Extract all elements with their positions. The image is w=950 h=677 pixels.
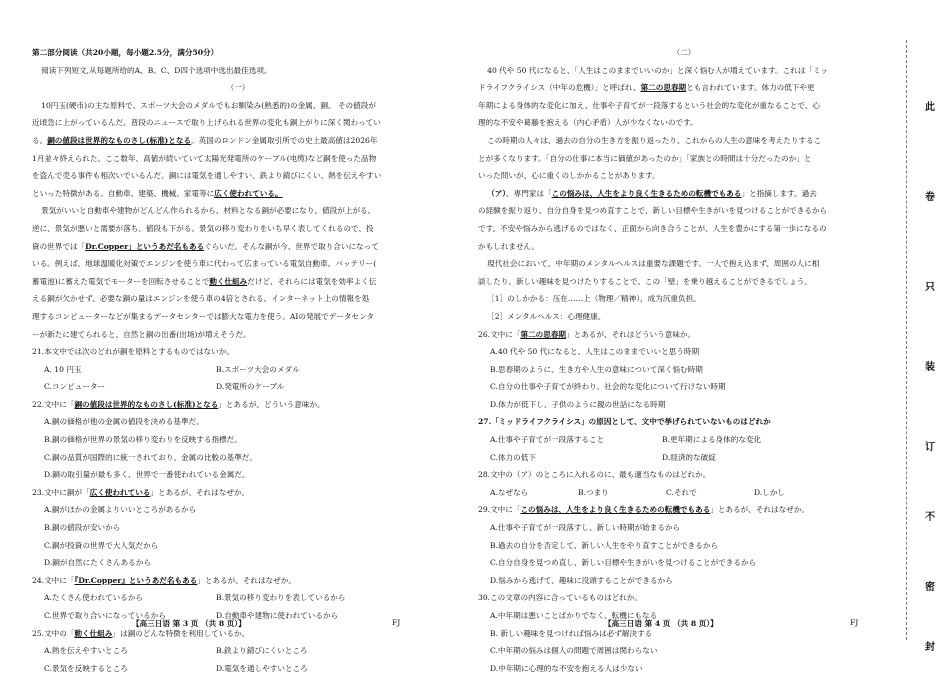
option-c[interactable]: C.コンピューター [44,382,106,392]
option-a[interactable]: A.たくさん使われているから [44,593,144,603]
question-23: 23.文中に銅が「広く使われている」とあるが、それはなぜか。 A.銅がほかの金属よりいいところがあるから B.銅の値段が安いから C.銅が投資の世界で大人気だから D.銅が自然にたくさんあるから [32,484,444,572]
option-a[interactable]: A.中年期は悪いことばかりでなく、転機にもなる [490,611,658,620]
note-2: ［2］メンタルヘルス：心理健康。 [487,311,606,321]
option-a[interactable]: A.銅の価格が他の金属の値段を決める基準だ。 [44,417,204,427]
option-a[interactable]: A.熱を伝えやすいところ [44,646,128,656]
option-c[interactable]: C.銅の品質が国際的に統一されており、金属の比較の基準だ。 [44,452,257,462]
underlined-phrase: この悩みは、人生をより良く生きるための転機でもある [551,188,742,198]
option-c[interactable]: C.それで [666,487,697,497]
underlined-phrase: 第二の思春期 [640,83,687,93]
passage-paragraph: 10円玉(硬币)の主な原料で、スポーツ大会のメダルでもお馴染み(熟悉的)の金属、銅。 その値段が 近頃急に上がっているんだ。普段のニュースで取り上げられる世界の変化も銅上がりに深く関わってい る。銅の値段は世界的なものさし(标准)となる。英国のロンドン金属取引所での史上最高値は2026年 1月並々終えられた。ここ数年、高値が続いていて太陽光発電所のケーブル(电缆)など銅を使った品物 を盗んで売る事件も相次いでいるんだ。銅には電気を通しやすい、鉄より錆びにくい、熱を伝えやすい といった特徴がある。自動車、建築、機械、家電等に広く使われている。 [32,100,382,198]
question-27: 27.「ミッドライフクライシス」の原因として、文中で挙げられていないものはどれか A.仕事や子育てが一段落すること B.更年期による身体的な変化 C.体力の低下 D.経済的な破綻 [478,413,890,466]
note-1: ［1］のしかかる：压在……上（物理／精神），成为沉重负担。 [487,294,701,304]
option-d[interactable]: D.経済的な破綻 [662,452,716,462]
underlined-phrase: 動く仕組み [209,276,248,286]
question-22: 22.文中に「銅の値段は世界的なものさし(标准)となる」とあるが、どういう意味か。 A.銅の価格が他の金属の値段を決める基準だ。 B.銅の価格が世界の景気の移り変わりを反映する指標だ。 C.銅の品質が国際的に統一されており、金属の比較の基準だ。 D.銅の取引量が最も多く、世界で一番使われている金属だ。 [32,396,444,484]
option-d[interactable]: D.電気を通しやすいところ [216,663,308,673]
option-d[interactable]: D.しかし [754,487,786,497]
option-d[interactable]: D.銅が自然にたくさんあるから [44,558,151,568]
option-a[interactable]: A. 10 円玉 [44,364,82,374]
option-c[interactable]: C.銅が投資の世界で大人気だから [44,540,159,550]
footer-code-right: FJ [850,618,859,627]
option-b[interactable]: B.鉄より錆びにくいところ [216,646,308,656]
option-b[interactable]: B.銅の価格が世界の景気の移り変わりを反映する指標だ。 [44,435,242,445]
question-30: 30.この文章の内容に合っているものはどれか。 A.中年期は悪いことばかりでなく、転機にもなる B. 新しい趣味を見つければ悩みは必ず解決する C.中年期の悩みは個人の問題で周囲は関わらない D.中年期に心理的な不安を抱える人は少ない [478,589,890,677]
passage-paragraph: 景気がいいと自動車や建物がどんどん作られるから、材料となる銅が必要になり、値段が上がる。 逆に、景気が悪いと需要が落ち、値段も下がる。景気の移り変わりをいち早く表してくれるので、投 資の世界では「Dr.Copper」というあだ名もあるぐらいだ。そんな銅が今、世界で取り合いになって いる。例えば、地球温暖化対策でエンジンを使う車に代わって広まっている電気自動車。バッテリー( 蓄電池)に蓄えた電気でモーターを回転させることで動く仕組みだけど、それらには電気を効率よく伝 える銅が欠かせず、必要な銅の量はエンジンを使う車の4倍とされる。インターネット上の情報を処 理するコンピューターなどが集まるデータセンターでは膨大な電力を使う。AIの発展でデータセンタ ーが新たに建てられると、自然と銅の出番(出场)が増えそうだ。 [32,206,379,339]
option-d[interactable]: D.体力が低下し、子供のように親の世話になる時期 [490,399,666,409]
option-b[interactable]: B.スポーツ大会のメダル [216,364,300,374]
option-d[interactable]: D.発電所のケーブル [216,382,285,392]
passage-paragraph: 40 代や 50 代になると、「人生はこのままでいいのか」と深く悩む人が増えています。これは「ミッ ドライフクライシス（中年の危機）」と呼ばれ、第二の思春期とも言われています。体力の低下や更 年期による身体的な変化に加え、仕事や子育てが一段落するという社会的な変化が重なることで、心 理的な不安や葛藤を抱える（内心矛盾）人が少なくないのです。 [478,65,829,128]
left-page [32,44,444,677]
option-a[interactable]: A.40 代や 50 代になると、人生はこのままでいいと思う時期 [490,347,700,357]
option-c[interactable]: C.自分自身を見つめ直し、新しい目標や生きがいを見つけることができるから [490,558,757,568]
passage-paragraph: 現代社会において、中年期のメンタルヘルスは重要な課題です。一人で抱え込まず、周囲の人に相 談したり、新しい趣味を見つけたりすることで、この「壁」を乗り越えることができるでしょう。 [478,259,820,286]
option-b[interactable]: B.銅の値段が安いから [44,523,121,533]
option-d[interactable]: D.銅の取引量が最も多く、世界で一番使われている金属だ。 [44,470,250,480]
blank-marker: （ア） [487,188,507,198]
binding-line [906,40,907,640]
seal-notice: 此 卷 只 装 订 不 密 封 [925,102,935,653]
option-b[interactable]: B. 新しい趣味を見つければ悩みは必ず解決する [490,628,653,638]
question-29: 29.文中に「この悩みは、人生をより良く生きるための転機でもある」とあるが、それはなぜか。 A.仕事や子育てが一段落すし、新しい時期が始まるから B.過去の自分を否定して、新しい人生をやり直すことができるから C.自分自身を見つめ直し、新しい目標や生きがいを見つけることができるから D.悩みから逃げて、趣味に没頭することができるから [478,501,890,589]
option-a[interactable]: A.銅がほかの金属よりいいところがあるから [44,505,197,515]
option-b[interactable]: B.景気の移り変わりを表しているから [216,593,346,603]
option-b[interactable]: B.過去の自分を否定して、新しい人生をやり直すことができるから [490,540,719,550]
option-b[interactable]: B.つまり [578,487,609,497]
option-a[interactable]: A.仕事や子育てが一段落すること [490,435,605,445]
question-21: 21.本文中では次のどれが銅を原料とするものではないか。 A. 10 円玉 B.スポーツ大会のメダル C.コンピューター D.発電所のケーブル [32,343,444,396]
question-26: 26.文中に「第二の思春期」とあるが、それはどういう意味か。 A.40 代や 50 代になると、人生はこのままでいいと思う時期 B.思春期のように、生き方や人生の意味について深く悩む時期 C.自分の仕事や子育てが終わり、社会的な変化について行けない時期 D.体力が低下し、子供のように親の世話になる時期 [478,326,890,414]
option-c[interactable]: C.景気を反映するところ [44,663,128,673]
passage-number: （一） [226,83,250,93]
option-d[interactable]: D.自動車や建物に使われているから [216,611,339,620]
option-b[interactable]: B.更年期による身体的な変化 [662,435,762,445]
option-c[interactable]: C.世界で取り合いになっているから [44,611,166,620]
page-footer-right: 【高三日语 第 4 页 （共 8 页）】 [604,619,718,628]
option-c[interactable]: C.中年期の悩みは個人の問題で周囲は関わらない [490,646,658,656]
option-d[interactable]: D.悩みから逃げて、趣味に没頭することができるから [490,575,673,585]
underlined-phrase: 銅の値段は世界的なものさし(标准)となる [47,135,192,145]
question-25: 25.文中の「動く仕組み」は銅のどんな特徴を利用しているか。 A.熱を伝えやすいところ B.鉄より錆びにくいところ C.景気を反映するところ D.電気を通しやすいところ [32,625,444,677]
right-page [478,44,890,677]
passage-paragraph: （ア）、専門家は「この悩みは、人生をより良く生きるための転機でもある」と指摘します。過去 の経験を振り返り、自分自身を見つめ直すことで、新しい目標や生きがいを見つけることができるから です。不安や悩みから逃げるのではなく、正面から向き合うことが、人生を豊かにする第一歩になるの かもしれません。 [478,188,828,251]
passage-number: （二） [672,48,696,57]
section-title: 第二部分阅读（共20小题，每小题2.5分，满分50分） [32,48,219,57]
instruction: 阅读下列短文,从每题所给的A、B、C、D四个选项中选出最佳选项。 [41,65,272,75]
option-c[interactable]: C.自分の仕事や子育てが終わり、社会的な変化について行けない時期 [490,382,726,392]
option-b[interactable]: B.思春期のように、生き方や人生の意味について深く悩む時期 [490,364,703,374]
underlined-phrase: 広く使われている。 [214,188,283,198]
option-c[interactable]: C.体力の低下 [490,452,536,462]
passage-paragraph: この時期の人々は、過去の自分の生き方を振り返ったり、これからの人生の意味を考えたりするこ とが多くなります。「自分の仕事に本当に価値があったのか」「家族との時間は十分だったのか」と いった問いが、心に重くのしかかることがあります。 [478,135,822,181]
question-28: 28.文中の（ア）のところに入れるのに、最も適当なものはどれか。 A.なぜなら B.つまり C.それで D.しかし [478,466,890,501]
option-a[interactable]: A.なぜなら [490,487,529,497]
underlined-phrase: Dr.Copper」というあだ名もある [85,241,205,251]
option-d[interactable]: D.中年期に心理的な不安を抱える人は少ない [490,663,643,673]
option-a[interactable]: A.仕事や子育てが一段落すし、新しい時期が始まるから [490,523,681,533]
footer-code-left: FJ [392,618,401,627]
question-24: 24.文中に「『Dr.Copper』というあだ名もある」とあるが、それはなぜか。 A.たくさん使われているから B.景気の移り変わりを表しているから C.世界で取り合いになっているから D.自動車や建物に使われているから [32,572,444,625]
page-footer-left: 【高三日语 第 3 页 （共 8 页）】 [132,619,246,628]
